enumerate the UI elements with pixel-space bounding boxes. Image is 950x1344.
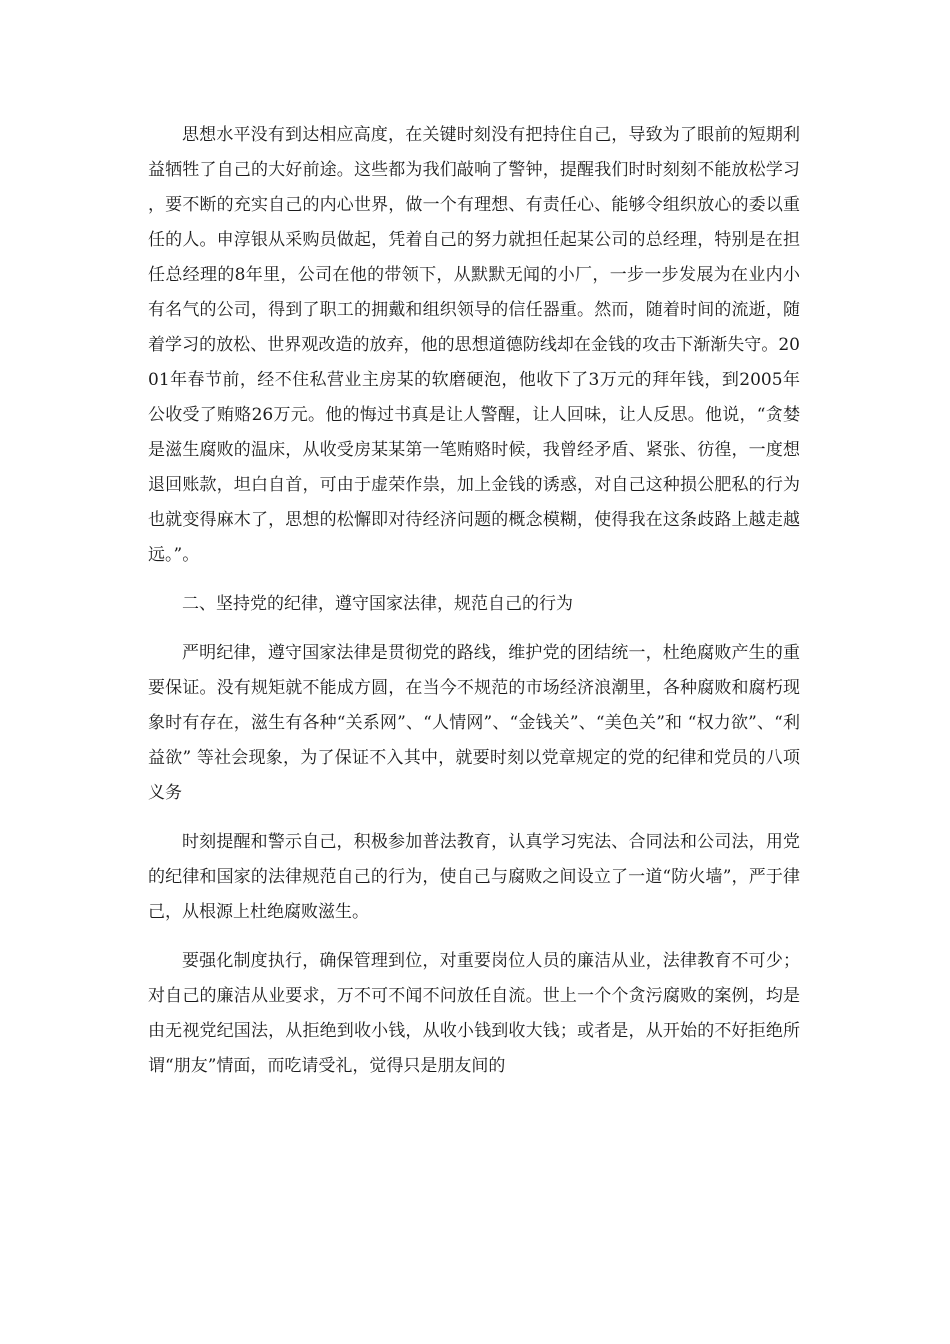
paragraph-case-study: 思想水平没有到达相应高度，在关键时刻没有把持住自己，导致为了眼前的短期利益牺牲了自己的大好前途。这些都为我们敲响了警钟，提醒我们时时刻刻不能放松学习，要不断的充实自己的内心世界，做一个有理想、有责任心、能够令组织放心的委以重任的人。申淳银从采购员做起，凭着自己的努力就担任起某公司的总经理，特别是在担任总经理的8年里，公司在他的带领下，从默默无闻的小厂，一步一步发展为在业内小有名气的公司，得到了职工的拥戴和组织领导的信任器重。然而，随着时间的流逝，随着学习的放松、世界观改造的放弃，他的思想道德防线却在金钱的攻击下渐渐失守。2001年春节前，经不住私营业主房某的软磨硬泡，他收下了3万元的拜年钱，到2005年公收受了贿赂26万元。他的悔过书真是让人警醒，让人回味，让人反思。他说，“贪婪是滋生腐败的温床，从收受房某某第一笔贿赂时候，我曾经矛盾、紧张、彷徨，一度想退回账款，坦白自首，可由于虚荣作祟，加上金钱的诱惑，对自己这种损公肥私的行为也就变得麻木了，思想的松懈即对待经济问题的概念模糊，使得我在这条歧路上越走越远。”。 — [148, 125, 800, 565]
paragraph-self-warning: 时刻提醒和警示自己，积极参加普法教育，认真学习宪法、合同法和公司法，用党的纪律和国家的法律规范自己的行为，使自己与腐败之间设立了一道“防火墙”，严于律己，从根源上杜绝腐败滋生。 — [148, 832, 800, 922]
paragraph-system-enforcement: 要强化制度执行，确保管理到位，对重要岗位人员的廉洁从业，法律教育不可少；对自己的廉洁从业要求，万不可不闻不问放任自流。世上一个个贪污腐败的案例，均是由无视党纪国法，从拒绝到收小钱，从收小钱到收大钱；或者是，从开始的不好拒绝所谓“朋友”情面，而吃请受礼，觉得只是朋友间的 — [148, 951, 800, 1076]
paragraph-discipline: 严明纪律，遵守国家法律是贯彻党的路线，维护党的团结统一，杜绝腐败产生的重要保证。没有规矩就不能成方圆，在当今不规范的市场经济浪潮里，各种腐败和腐朽现象时有存在，滋生有各种“关系网”、“人情网”、“金钱关”、“美色关”和 “权力欲”、“利益欲” 等社会现象，为了保证不入其中，就要时刻以党章规定的党的纪律和党员的八项义务 — [148, 643, 800, 803]
document-body — [148, 118, 800, 1084]
section-heading-discipline: 二、坚持党的纪律，遵守国家法律，规范自己的行为 — [182, 594, 573, 614]
